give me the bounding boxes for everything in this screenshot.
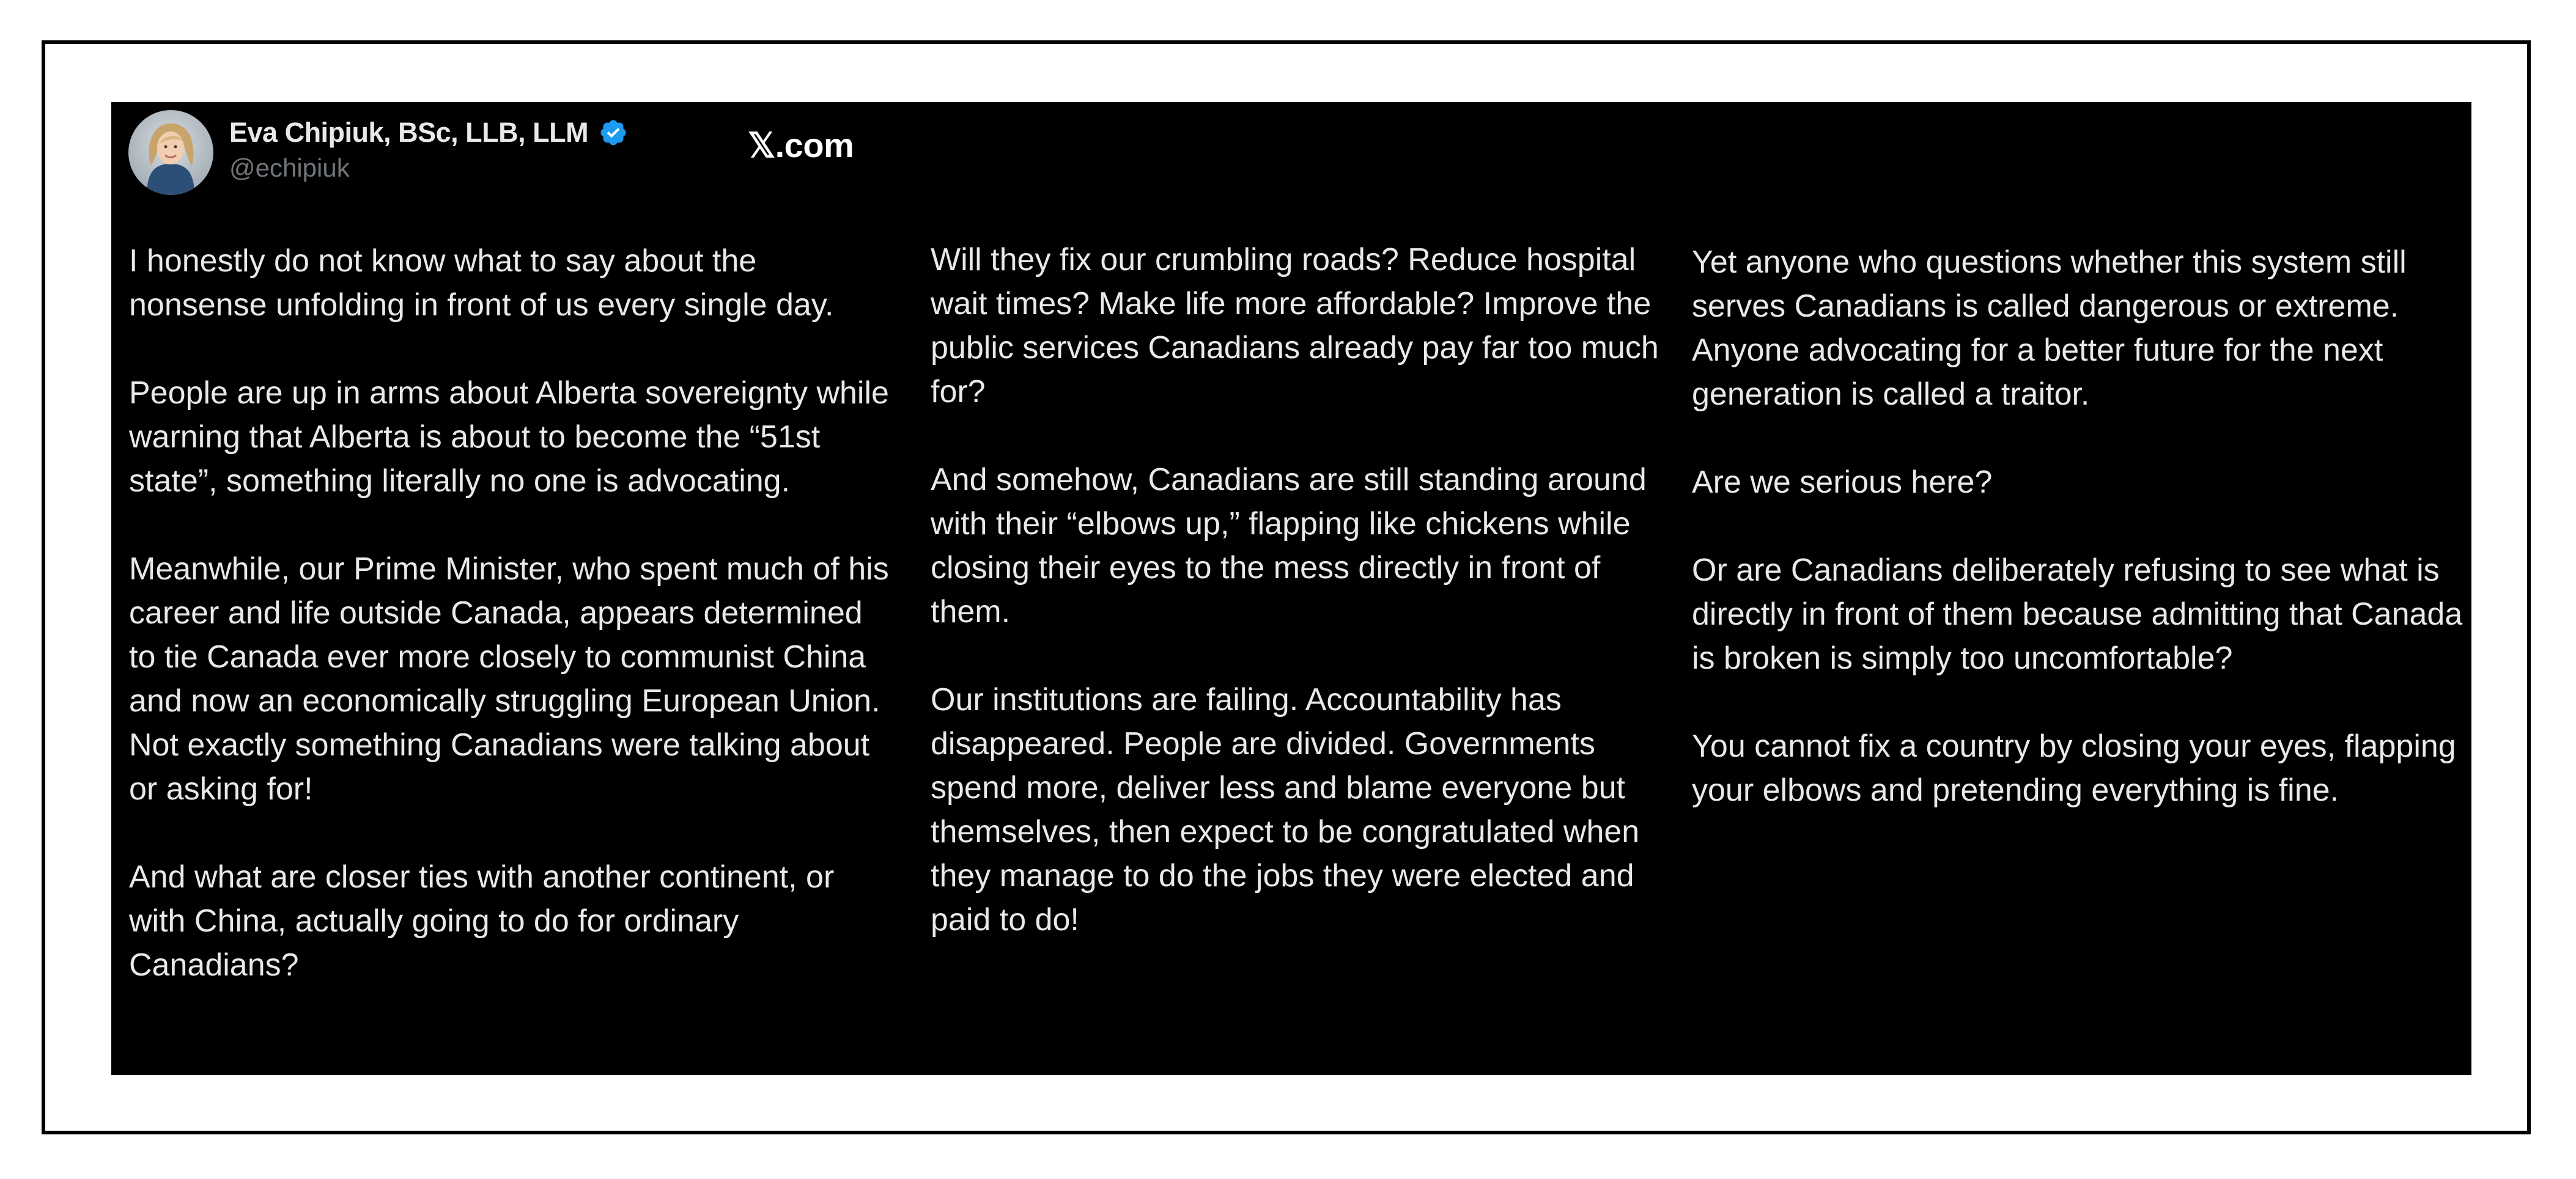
tweet-paragraph: Will they fix our crumbling roads? Reduce hospital wait times? Make life more affordable? Improve the public services Canadians already pay far too much for? <box>931 242 1659 410</box>
tweet-paragraph: I honestly do not know what to say about the nonsense unfolding in front of us every single day. <box>129 243 834 323</box>
avatar-image <box>128 110 213 195</box>
tweet-text-column-1 <box>129 239 893 1031</box>
tweet-paragraph: And what are closer ties with another continent, or with China, actually going to do for ordinary Canadians? <box>129 859 835 983</box>
tweet-paragraph: Are we serious here? <box>1692 465 1993 500</box>
tweet-paragraph: Or are Canadians deliberately refusing to see what is directly in front of them because admitting that Canada is broken is simply too uncomfortable? <box>1692 553 2463 676</box>
tweet-paragraph: People are up in arms about Alberta sovereignty while warning that Alberta is about to become the “51st state”, something literally no one is advocating. <box>129 375 889 499</box>
tweet-paragraph: Yet anyone who questions whether this system still serves Canadians is called dangerous or extreme. Anyone advocating for a better future for the next generation is called a traitor. <box>1692 244 2407 412</box>
tweet-paragraph: Our institutions are failing. Accountability has disappeared. People are divided. Governments spend more, deliver less and blame everyone but themselves, then expect to be congratulated when they manage to do the jobs they were elected and paid to do! <box>931 682 1640 938</box>
tweet-paragraph: And somehow, Canadians are still standing around with their “elbows up,” flapping like chickens while closing their eyes to the mess directly in front of them. <box>931 462 1647 630</box>
tweet-card <box>111 102 2471 1075</box>
tweet-text-column-2 <box>931 238 1677 986</box>
tweet-text-column-3 <box>1692 240 2468 856</box>
tweet-paragraph: Meanwhile, our Prime Minister, who spent much of his career and life outside Canada, appears determined to tie Canada ever more closely to communist China and now an economically struggling European Union. Not exactly something Canadians were talking about or asking for! <box>129 551 889 807</box>
verified-badge-icon <box>599 118 628 147</box>
avatar[interactable] <box>128 110 213 195</box>
author-handle[interactable]: @echipiuk <box>229 153 350 182</box>
tweet-paragraph: You cannot fix a country by closing your eyes, flapping your elbows and pretending everything is fine. <box>1692 729 2456 808</box>
x-logo: 𝕏.com <box>748 126 854 164</box>
author-name[interactable]: Eva Chipiuk, BSc, LLB, LLM <box>229 117 589 148</box>
